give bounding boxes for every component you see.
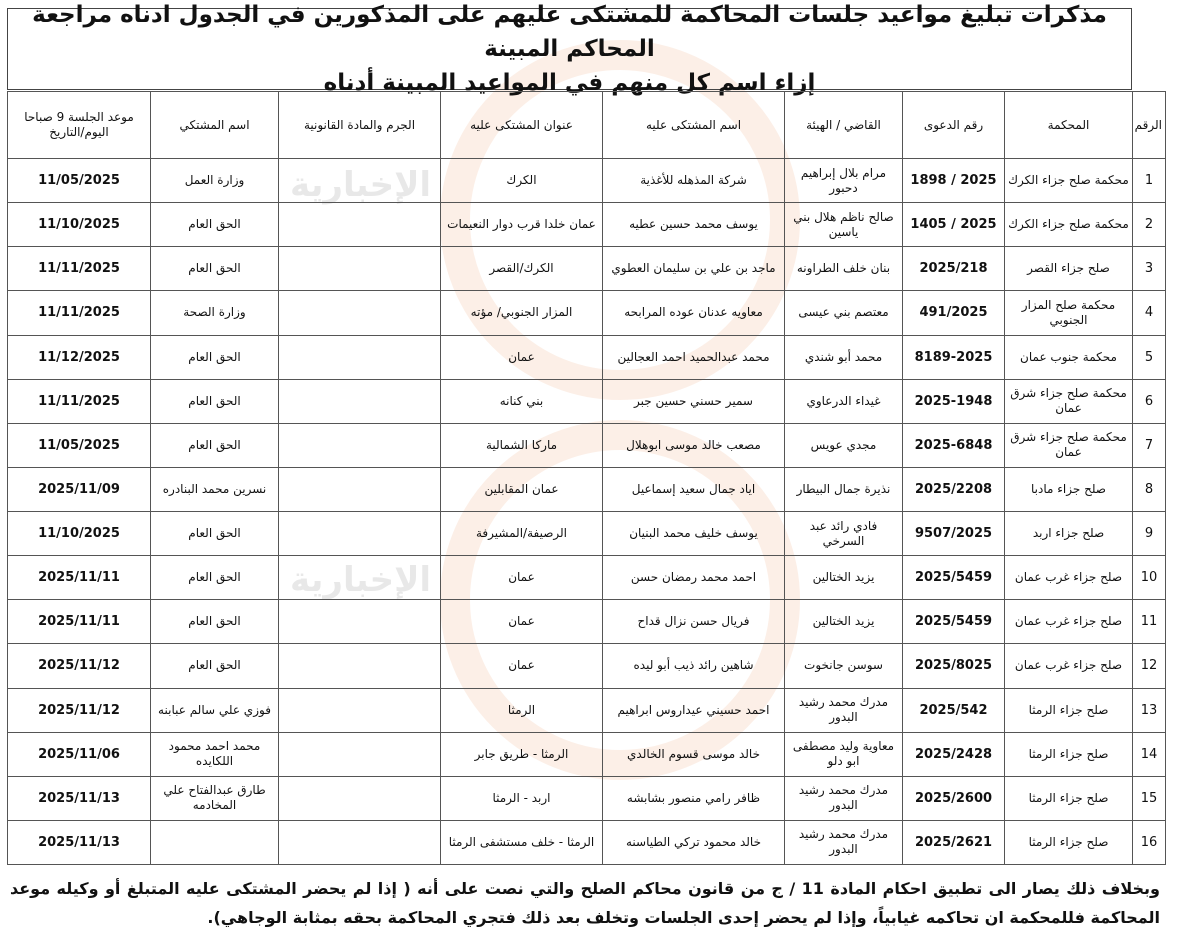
col-header-defendant: اسم المشتكى عليه (603, 92, 785, 159)
cell-case-no: 2025/5459 (903, 556, 1005, 600)
cell-address: بني كنانه (441, 379, 603, 423)
cell-defendant: سمير حسني حسين جبر (603, 379, 785, 423)
cell-judge: مدرك محمد رشيد البدور (785, 688, 903, 732)
cell-court: صلح جزاء الرمثا (1005, 688, 1133, 732)
cell-num: 2 (1133, 203, 1166, 247)
table-row (8, 203, 1166, 247)
cell-address: الرمثا - خلف مستشفى الرمثا (441, 820, 603, 864)
cell-complainant: الحق العام (151, 247, 279, 291)
cell-num: 15 (1133, 776, 1166, 820)
cell-court: صلح جزاء الرمثا (1005, 732, 1133, 776)
col-header-date: موعد الجلسة 9 صباحا اليوم/التاريخ (8, 92, 151, 159)
cell-address: الرمثا - طريق جابر (441, 732, 603, 776)
col-header-num: الرقم (1133, 92, 1166, 159)
cell-crime (279, 423, 441, 467)
cell-date: 11/10/2025 (8, 512, 151, 556)
cell-defendant: خالد موسى قسوم الخالدي (603, 732, 785, 776)
cell-complainant: طارق عبدالفتاح علي المخادمه (151, 776, 279, 820)
cell-court: صلح جزاء مادبا (1005, 467, 1133, 511)
table-row (8, 732, 1166, 776)
cell-complainant: الحق العام (151, 512, 279, 556)
cell-num: 8 (1133, 467, 1166, 511)
cell-judge: يزيد الختالين (785, 600, 903, 644)
cell-case-no: 9507/2025 (903, 512, 1005, 556)
table-row (8, 600, 1166, 644)
cell-crime (279, 379, 441, 423)
cell-date: 11/11/2025 (8, 247, 151, 291)
table-body (8, 159, 1166, 865)
cell-date: 2025/11/13 (8, 820, 151, 864)
cell-defendant: ظافر رامي منصور بشابشه (603, 776, 785, 820)
cell-defendant: خالد محمود تركي الطياسنه (603, 820, 785, 864)
cell-court: صلح جزاء غرب عمان (1005, 644, 1133, 688)
cell-case-no: 2025/2208 (903, 467, 1005, 511)
cell-case-no: 2025/218 (903, 247, 1005, 291)
table-header-row (8, 92, 1166, 159)
cell-complainant: وزارة الصحة (151, 291, 279, 335)
col-header-address: عنوان المشتكى عليه (441, 92, 603, 159)
cell-date: 2025/11/12 (8, 644, 151, 688)
cell-case-no: 2025-6848 (903, 423, 1005, 467)
cell-defendant: محمد عبدالحميد احمد العجالين (603, 335, 785, 379)
cell-defendant: يوسف خليف محمد البنيان (603, 512, 785, 556)
cell-court: صلح جزاء الرمثا (1005, 820, 1133, 864)
cell-complainant (151, 820, 279, 864)
cell-date: 11/10/2025 (8, 203, 151, 247)
cell-defendant: احمد محمد رمضان حسن (603, 556, 785, 600)
col-header-judge: القاضي / الهيئة (785, 92, 903, 159)
cell-date: 11/11/2025 (8, 291, 151, 335)
table-row (8, 820, 1166, 864)
cell-date: 11/05/2025 (8, 423, 151, 467)
cell-case-no: 2025/542 (903, 688, 1005, 732)
cell-judge: مجدي عويس (785, 423, 903, 467)
cell-judge: بنان خلف الطراونه (785, 247, 903, 291)
cell-num: 11 (1133, 600, 1166, 644)
cell-judge: مدرك محمد رشيد البدور (785, 776, 903, 820)
cell-judge: صالح ناظم هلال بني ياسين (785, 203, 903, 247)
cell-num: 5 (1133, 335, 1166, 379)
cell-complainant: الحق العام (151, 335, 279, 379)
cell-num: 13 (1133, 688, 1166, 732)
cell-date: 11/05/2025 (8, 159, 151, 203)
cell-address: عمان (441, 600, 603, 644)
cell-court: محكمة صلح جزاء شرق عمان (1005, 379, 1133, 423)
table-row (8, 379, 1166, 423)
cell-date: 2025/11/11 (8, 556, 151, 600)
document-header (7, 2, 1132, 96)
col-header-case-no: رقم الدعوى (903, 92, 1005, 159)
table-row (8, 688, 1166, 732)
cell-defendant: يوسف محمد حسين عطيه (603, 203, 785, 247)
cell-case-no: 2025/5459 (903, 600, 1005, 644)
table-row (8, 291, 1166, 335)
table-row (8, 776, 1166, 820)
cell-judge: فادي رائد عبد السرخي (785, 512, 903, 556)
cell-num: 7 (1133, 423, 1166, 467)
cell-date: 2025/11/11 (8, 600, 151, 644)
cell-address: اربد - الرمثا (441, 776, 603, 820)
cell-judge: سوسن جانخوت (785, 644, 903, 688)
cell-case-no: 2025-1948 (903, 379, 1005, 423)
cell-court: صلح جزاء اربد (1005, 512, 1133, 556)
cell-address: عمان (441, 644, 603, 688)
cell-judge: نذيرة جمال البيطار (785, 467, 903, 511)
cell-num: 6 (1133, 379, 1166, 423)
cell-judge: غيداء الدرعاوي (785, 379, 903, 423)
cell-crime (279, 820, 441, 864)
table-row (8, 423, 1166, 467)
cell-num: 9 (1133, 512, 1166, 556)
cell-court: محكمة صلح جزاء الكرك (1005, 159, 1133, 203)
cell-defendant: فريال حسن نزال قداح (603, 600, 785, 644)
cell-num: 10 (1133, 556, 1166, 600)
footer-notice: وبخلاف ذلك يصار الى تطبيق احكام المادة 11 / ج من قانون محاكم الصلح والتي نصت على أنه ( إذا لم يحضر المشتكى عليه المتبلغ أو وكيله موعد المحاكمة فللمحكمة ان تحاكمه غيابياً، وإذا لم يحضر إحدى الجلسات وتخلف بعد ذلك فتجري المحاكمة بحقه بمثابة الوجاهي). (10, 879, 1160, 927)
cell-defendant: معاويه عدنان عوده المرابحه (603, 291, 785, 335)
watermark-text-bottom: الإخبارية (290, 560, 432, 600)
cell-complainant: الحق العام (151, 379, 279, 423)
cell-court: محكمة صلح جزاء شرق عمان (1005, 423, 1133, 467)
cell-case-no: 2025/2428 (903, 732, 1005, 776)
cell-complainant: الحق العام (151, 203, 279, 247)
cell-num: 3 (1133, 247, 1166, 291)
cell-judge: معتصم بني عيسى (785, 291, 903, 335)
cell-date: 11/12/2025 (8, 335, 151, 379)
cell-date: 2025/11/06 (8, 732, 151, 776)
cell-case-no: 1405 / 2025 (903, 203, 1005, 247)
cell-date: 2025/11/13 (8, 776, 151, 820)
cell-address: الرصيفة/المشيرفة (441, 512, 603, 556)
cell-case-no: 2025/8025 (903, 644, 1005, 688)
cell-case-no: 1898 / 2025 (903, 159, 1005, 203)
cell-court: صلح جزاء الرمثا (1005, 776, 1133, 820)
cell-judge: مرام بلال إبراهيم دحبور (785, 159, 903, 203)
cell-court: صلح جزاء غرب عمان (1005, 556, 1133, 600)
cell-address: الكرك (441, 159, 603, 203)
table-row (8, 335, 1166, 379)
table-row (8, 512, 1166, 556)
cell-date: 11/11/2025 (8, 379, 151, 423)
cell-num: 12 (1133, 644, 1166, 688)
cell-crime (279, 644, 441, 688)
cell-case-no: 2025/2621 (903, 820, 1005, 864)
cell-crime (279, 291, 441, 335)
cell-address: عمان المقابلين (441, 467, 603, 511)
cell-address: ماركا الشمالية (441, 423, 603, 467)
cell-court: صلح جزاء القصر (1005, 247, 1133, 291)
cell-crime (279, 512, 441, 556)
col-header-crime: الجرم والمادة القانونية (279, 92, 441, 159)
cell-case-no: 491/2025 (903, 291, 1005, 335)
cell-court: محكمة صلح المزار الجنوبي (1005, 291, 1133, 335)
cell-num: 16 (1133, 820, 1166, 864)
cell-defendant: مصعب خالد موسى ابوهلال (603, 423, 785, 467)
cell-judge: معاوية وليد مصطفى ابو دلو (785, 732, 903, 776)
cell-judge: يزيد الختالين (785, 556, 903, 600)
cell-defendant: شركة المذهله للأغذية (603, 159, 785, 203)
cell-crime (279, 556, 441, 600)
table-row (8, 467, 1166, 511)
cell-complainant: الحق العام (151, 600, 279, 644)
cell-address: الكرك/القصر (441, 247, 603, 291)
cell-defendant: شاهين رائد ذيب أبو ليده (603, 644, 785, 688)
watermark-text-top: الإخبارية (290, 165, 432, 205)
cell-defendant: اياد جمال سعيد إسماعيل (603, 467, 785, 511)
cell-complainant: الحق العام (151, 423, 279, 467)
cell-crime (279, 247, 441, 291)
header-title-line-1: مذكرات تبليغ مواعيد جلسات المحاكمة للمشتكى عليهم على المذكورين في الجدول ادناه مراجعة المحاكم المبينة (32, 2, 1107, 62)
table-row (8, 644, 1166, 688)
cell-case-no: 2025/2600 (903, 776, 1005, 820)
table-row (8, 159, 1166, 203)
cell-date: 2025/11/09 (8, 467, 151, 511)
cell-address: عمان (441, 556, 603, 600)
cell-complainant: نسرين محمد البنادره (151, 467, 279, 511)
cell-num: 14 (1133, 732, 1166, 776)
cell-complainant: محمد احمد محمود اللكايده (151, 732, 279, 776)
cell-crime (279, 732, 441, 776)
cell-judge: محمد أبو شندي (785, 335, 903, 379)
col-header-court: المحكمة (1005, 92, 1133, 159)
cell-judge: مدرك محمد رشيد البدور (785, 820, 903, 864)
cell-court: محكمة جنوب عمان (1005, 335, 1133, 379)
cell-address: عمان (441, 335, 603, 379)
cell-complainant: الحق العام (151, 644, 279, 688)
cell-complainant: فوزي علي سالم عبابنه (151, 688, 279, 732)
cell-court: صلح جزاء غرب عمان (1005, 600, 1133, 644)
table-row (8, 556, 1166, 600)
court-sessions-table (7, 91, 1166, 865)
cell-crime (279, 467, 441, 511)
cell-date: 2025/11/12 (8, 688, 151, 732)
header-title-line-2: إزاء اسم كل منهم في المواعيد المبينة أدناه (323, 70, 816, 96)
col-header-complainant: اسم المشتكي (151, 92, 279, 159)
cell-case-no: 8189-2025 (903, 335, 1005, 379)
cell-complainant: وزارة العمل (151, 159, 279, 203)
cell-num: 1 (1133, 159, 1166, 203)
cell-crime (279, 335, 441, 379)
cell-crime (279, 203, 441, 247)
cell-defendant: احمد حسيني عيداروس ابراهيم (603, 688, 785, 732)
cell-address: الرمثا (441, 688, 603, 732)
table-row (8, 247, 1166, 291)
cell-complainant: الحق العام (151, 556, 279, 600)
cell-crime (279, 600, 441, 644)
cell-num: 4 (1133, 291, 1166, 335)
cell-defendant: ماجد بن علي بن سليمان العطوي (603, 247, 785, 291)
cell-crime (279, 159, 441, 203)
cell-crime (279, 776, 441, 820)
cell-crime (279, 688, 441, 732)
cell-court: محكمة صلح جزاء الكرك (1005, 203, 1133, 247)
cell-address: المزار الجنوبي/ مؤته (441, 291, 603, 335)
cell-address: عمان خلدا قرب دوار النعيمات (441, 203, 603, 247)
